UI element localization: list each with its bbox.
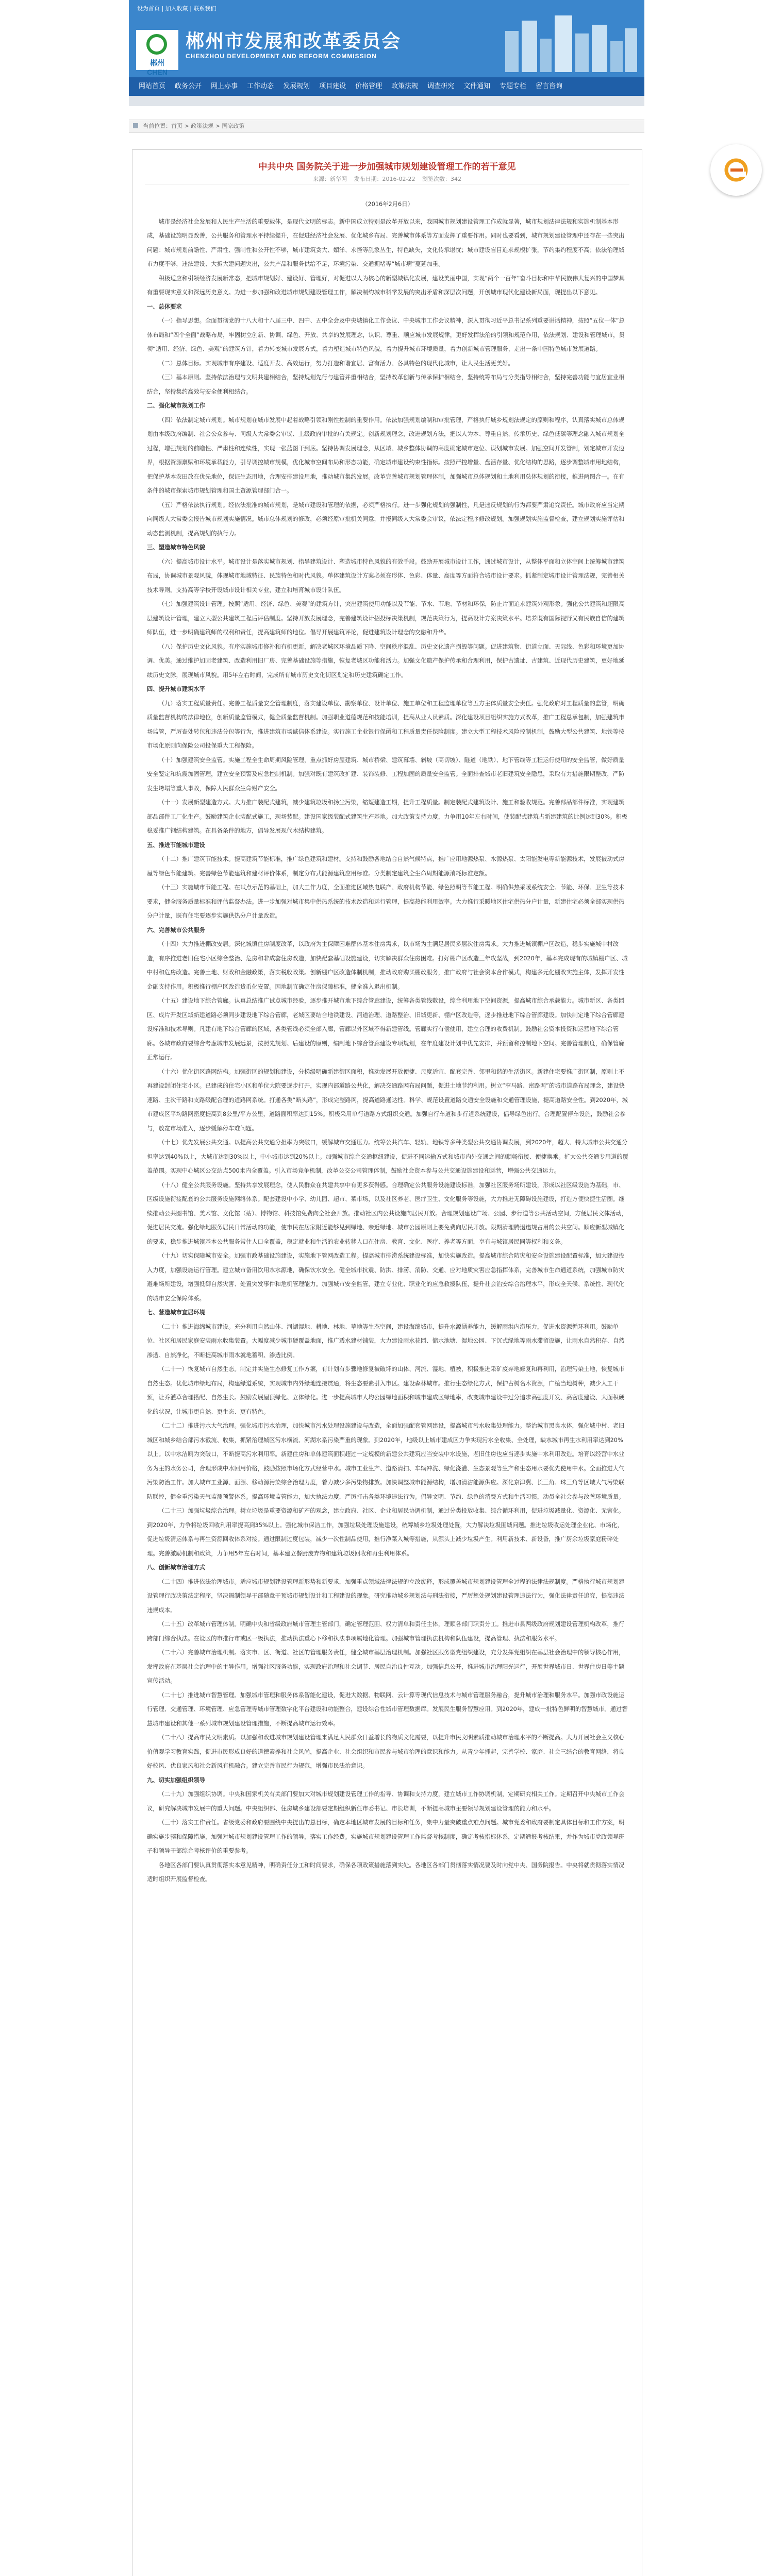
article-paragraph: 六、完善城市公共服务	[147, 926, 205, 934]
article-paragraph: （五）严格依法执行规划。经依法批准的城市规划，是城市建设和管理的依据，必须严格执行。进一步强化规划的强制性，凡是违反规划的行为都要严肃追究责任。城市政府应当定期向同级人大常委会报告城市规划实施情况。城市总体规划的修改，必须经原审批机关同意，并报同级人大常委会审议，依法定程序修改规划。加强规划实施监督检查，建立规划实施评估和动态监测机制，提高规划的执行力。	[147, 501, 625, 537]
article-date-line: （2016年2月6日）	[362, 201, 413, 208]
article-paragraph: （四）依法制定城市规划。城市规划在城市发展中起着战略引领和刚性控制的重要作用。依法加强规划编制和审批管理，严格执行城乡规划法规定的原则和程序，认真落实城市总体规划由本级政府编制、社会公众参与、同级人大常委会审议、上级政府审批的有关规定。创新规划理念，改进规划方法，把以人为本、尊重自然、传承历史、绿色低碳等理念融入城市规划全过程，增强规划的前瞻性、严肃性和连续性，实现一张蓝图干到底。坚持协调发展理念，从区域、城乡整体协调的高度确定城市定位、谋划城市发展。加强空间开发管制，划定城市开发边界，根据资源禀赋和环境承载能力，引导调控城市规模，优化城市空间布局和形态功能，确定城市建设约束性指标。按照严控增量、盘活存量、优化结构的思路，逐步调整城市用地结构，把保护基本农田放在优先地位，保证生态用地，合理安排建设用地，推动城市集约发展。改革完善城市规划管理体制，加强城市总体规划和土地利用总体规划的衔接，推进两图合一。在有条件的城市探索城市规划管理和国土资源管理部门合一。	[147, 416, 625, 494]
site-subtitle: CHENZHOU DEVELOPMENT AND REFORM COMMISSION	[186, 53, 377, 60]
sub-nav-bar	[129, 96, 644, 106]
article-paragraph: （十九）切实保障城市安全。加强市政基础设施建设，实施地下管网改造工程。提高城市排涝系统建设标准，加快实施改造。提高城市综合防灾和安全设施建设配置标准，加大建设投入力度，加强设施运行管理。建立城市备用饮用水水源地，确保饮水安全。健全城市抗震、防洪、排涝、消防、交通、应对地质灾害应急指挥体系，完善城市生命通道系统，加强城市防灾避难场所建设，增强抵御自然灾害、处置突发事件和危机管理能力。加强城市安全监管，建立专业化、职业化的应急救援队伍，提升社会治安综合治理水平，形成全天候、系统性、现代化的城市安全保障体系。	[147, 1252, 625, 1302]
nav-item-home[interactable]: 网站首页	[139, 82, 166, 90]
article-paragraph: （十八）健全公共服务设施。坚持共享发展理念，使人民群众在共建共享中有更多获得感。合理确定公共服务设施建设标准，加强社区服务场所建设，形成以社区级设施为基础，市、区级设施衔接配套的公共服务设施网络体系。配套建设中小学、幼儿园、超市、菜市场，以及社区养老、医疗卫生、文化服务等设施，大力推进无障碍设施建设，打造方便快捷生活圈。继续推动公共图书馆、美术馆、文化馆（站）、博物馆、科技馆免费向全社会开放。推动社区内公共设施向居民开放。合理规划建设广场、公园、步行道等公共活动空间，方便居民文体活动，促进居民交流。强化绿地服务居民日常活动的功能，使市民在居家附近能够见到绿地、亲近绿地。城市公园原则上要免费向居民开放。限期清理腾退违规占用的公共空间。顺应新型城镇化的要求，稳步推进城镇基本公共服务常住人口全覆盖，稳定就业和生活的农业转移人口在住房、教育、文化、医疗、养老等方面，享有与城镇居民同等权利和义务。	[147, 1181, 627, 1245]
site-title: 郴州市发展和改革委员会	[186, 31, 402, 52]
article-paragraph: （十六）优化街区路网结构。加强街区的规划和建设，分梯级明确新建街区面积，推动发展开放便捷、尺度适宜、配套完善、邻里和谐的生活街区。新建住宅要推广街区制，原则上不再建设封闭住宅小区。已建成的住宅小区和单位大院要逐步打开，实现内部道路公共化，解决交通路网布局问题，促进土地节约利用。树立“窄马路、密路网”的城市道路布局理念，建设快速路、主次干路和支路级配合理的道路网系统。打通各类“断头路”，形成完整路网，提高道路通达性。科学、规范设置道路交通安全设施和交通管理设施，提高道路安全性。到2020年，城市建成区平均路网密度提高到8公里/平方公里，道路面积率达到15%。积极采用单行道路方式组织交通。加强自行车道和步行道系统建设，倡导绿色出行。合理配置停车设施，鼓励社会参与，放宽市场准入，逐步缓解停车难问题。	[147, 1068, 628, 1132]
article-paragraph: （九）落实工程质量责任。完善工程质量安全管理制度，落实建设单位、勘察单位、设计单位、施工单位和工程监理单位等五方主体质量安全责任。强化政府对工程质量的监管，明确质量监督机构的法律地位，创新质量监管模式，健全质量监督机制。加强职业道德规范和技能培训，提高从业人员素质。深化建设项目组织实施方式改革，推广工程总承包制，加强建筑市场监管，严厉查处转包和违法分包等行为，推进建筑市场诚信体系建设。实行施工企业银行保函和工程质量责任保险制度。建立大型工程技术风险控制机制，鼓励大型公共建筑、地铁等按市场化原则向保险公司投保重大工程保险。	[147, 700, 625, 749]
article-paragraph: （三）基本原则。坚持依法治理与文明共建相结合，坚持规划先行与建管并重相结合，坚持改革创新与传承保护相结合，坚持统筹布局与分类指导相结合，坚持完善功能与宜居宜业相结合，坚持集约高效与安全便利相结合。	[147, 374, 625, 395]
article-paragraph: （二十一）恢复城市自然生态。制定并实施生态修复工作方案，有计划有步骤地修复被破坏的山体、河流、湿地、植被，积极推进采矿废弃地修复和再利用，治理污染土地，恢复城市自然生态。优化城市绿地布局，构建绿道系统，实现城市内外绿地连接贯通，将生态要素引入市区。建设森林城市。推行生态绿化方式，保护古树名木资源，广植当地树种，减少人工干预，让乔灌草合理搭配、自然生长。鼓励发展屋顶绿化、立体绿化。进一步提高城市人均公园绿地面积和城市建成区绿地率，改变城市建设中过分追求高强度开发、高密度建设、大面积硬化的状况，让城市更自然、更生态、更有特色。	[147, 1366, 625, 1415]
article-paragraph: 八、创新城市治理方式	[147, 1564, 205, 1571]
floating-browser-button[interactable]	[710, 144, 762, 196]
nav-item-projects[interactable]: 项目建设	[319, 82, 346, 90]
home-icon	[133, 123, 138, 128]
nav-item-research[interactable]: 调查研究	[427, 82, 455, 90]
article-frame	[132, 149, 642, 2576]
article-paragraph: （二十六）完善城市治理机制。落实市、区、街道、社区的管理服务责任，健全城市基层治理机制。加强社区服务型党组织建设，充分发挥党组织在基层社会治理中的领导核心作用，发挥政府在基层社会治理中的主导作用。增强社区服务功能，实现政府治理和社会调节、居民自治良性互动。加强信息公开，推进城市治理阳光运行，开展世界城市日、世界住房日等主题宣传活动。	[147, 1649, 625, 1684]
article-paragraph: 城市是经济社会发展和人民生产生活的重要载体，是现代文明的标志。新中国成立特别是改革开放以来，我国城市规划建设管理工作成就显著，城市规划法律法规和实施机制基本形成，基础设施明显改善，公共服务和管理水平持续提升，在促进经济社会发展、优化城乡布局、完善城市体系等方面发挥了重要作用。同时也要看到，城市规划建设管理中还存在一些突出问题：城市规划前瞻性、严肃性、强制性和公开性不够，城市建筑贪大、媚洋、求怪等乱象丛生，特色缺失，文化传承堪忧；城市建设盲目追求规模扩张，节约集约程度不高；依法治理城市力度不够，违法建设、大拆大建问题突出，公共产品和服务供给不足，环境污染、交通拥堵等“城市病”蔓延加重。	[147, 218, 625, 267]
article-paragraph: （十一）发展新型建造方式。大力推广装配式建筑，减少建筑垃圾和扬尘污染，缩短建造工期，提升工程质量。制定装配式建筑设计、施工和验收规范。完善部品部件标准，实现建筑部品部件工厂化生产。鼓励建筑企业装配式施工，现场装配。建设国家级装配式建筑生产基地。加大政策支持力度，力争用10年左右时间，使装配式建筑占新建建筑的比例达到30%。积极稳妥推广钢结构建筑。在具备条件的地方，倡导发展现代木结构建筑。	[147, 799, 627, 834]
article-paragraph: （十五）建设地下综合管廊。认真总结推广试点城市经验，逐步推开城市地下综合管廊建设，统筹各类管线敷设，综合利用地下空间资源，提高城市综合承载能力。城市新区、各类园区、成片开发区域新建道路必须同步建设地下综合管廊，老城区要结合地铁建设、河道治理、道路整治、旧城更新、棚户区改造等，逐步推进地下综合管廊建设。加快制定地下综合管廊建设标准和技术导则。凡建有地下综合管廊的区域，各类管线必须全部入廊，管廊以外区域不得新建管线。管廊实行有偿使用，建立合理的收费机制。鼓励社会资本投资和运营地下综合管廊。各城市政府要综合考虑城市发展远景，按照先规划、后建设的原则，编制地下综合管廊建设专项规划，在年度建设计划中优先安排，并预留和控制地下空间。完善管理制度，确保管廊正常运行。	[147, 997, 625, 1061]
nav-item-government-affairs[interactable]: 政务公开	[175, 82, 202, 90]
article-views: 浏览次数：342	[422, 176, 461, 182]
nav-item-policies[interactable]: 政策法规	[391, 82, 419, 90]
nav-item-online-services[interactable]: 网上办事	[211, 82, 238, 90]
nav-item-planning[interactable]: 发展规划	[283, 82, 310, 90]
article-paragraph: （三十）落实工作责任。省级党委和政府要围绕中央提出的总目标，确定本地区城市发展的目标和任务，集中力量突破重点难点问题。城市党委和政府要制定具体目标和工作方案，明确实施步骤和保障措施，加强对城市规划建设管理工作的领导，落实工作经费。实施城市规划建设管理工作监督考核制度，确定考核指标体系，定期通报考核结果，并作为城市党政领导班子和领导干部综合考核评价的重要参考。	[147, 1819, 625, 1854]
article-title: 中共中央 国务院关于进一步加强城市规划建设管理工作的若干意见	[258, 162, 516, 172]
article-paragraph: 四、提升城市建筑水平	[147, 686, 205, 692]
top-links[interactable]: 设为首页 | 加入收藏 | 联系我们	[137, 5, 217, 12]
nav-item-notices[interactable]: 文件通知	[463, 82, 491, 90]
article-paragraph: （二十八）提高市民文明素质。以加强和改进城市规划建设管理来满足人民群众日益增长的物质文化需要，以提升市民文明素质推动城市治理水平的不断提高。大力开展社会主义核心价值观学习教育实践，促进市民形成良好的道德素养和社会风尚，提高企业、社会组织和市民参与城市治理的意识和能力。从青少年抓起，完善学校、家庭、社会三结合的教育网络，将良好校风、优良家风和社会新风有机融合。建立完善市民行为规范，增强市民法治意识。	[147, 1734, 625, 1769]
article-paragraph: 二、强化城市规划工作	[147, 402, 205, 409]
browser-e-icon	[723, 157, 749, 183]
article-paragraph: （二十二）推进污水大气治理。强化城市污水治理，加快城市污水处理设施建设与改造，全面加强配套管网建设，提高城市污水收集处理能力。整治城市黑臭水体，强化城中村、老旧城区和城乡结合部污水截流、收集，抓紧治理城区污水横流、河湖水系污染严重的现象。到2020年，地级以上城市建成区力争实现污水全收集、全处理，缺水城市再生水利用率达到20%以上。以中水洁厕为突破口，不断提高污水利用率。新建住房和单体建筑面积超过一定规模的新建公共建筑应当安装中水设施，老旧住房也应当逐步实施中水利用改造。培育以经营中水业务为主的水务公司，合理形成中水回用价格，鼓励按照市场化方式经营中水。城市工业生产、道路清扫、车辆冲洗、绿化浇灌、生态景观等生产和生态用水要优先使用中水。全面推进大气污染防治工作。加大城市工业源、面源、移动源污染综合治理力度，着力减少多污染物排放。加快调整城市能源结构，增加清洁能源供应。深化京津冀、长三角、珠三角等区域大气污染联防联控，健全重污染天气监测预警体系。提高环境监管能力，加大执法力度，严厉打击各类环境违法行为。倡导文明、节约、绿色的消费方式和生活习惯，动员全社会参与改善环境质量。	[147, 1422, 625, 1500]
article-paragraph: （十七）优先发展公共交通。以提高公共交通分担率为突破口，缓解城市交通压力。统筹公共汽车、轻轨、地铁等多种类型公共交通协调发展，到2020年，超大、特大城市公共交通分担率达到40%以上，大城市达到30%以上，中小城市达到20%以上。加强城市综合交通枢纽建设，促进不同运输方式和城市内外交通之间的顺畅衔接、便捷换乘。扩大公共交通专用道的覆盖范围。实现中心城区公交站点500米内全覆盖。引入市场竞争机制，改革公交公司管理体制，鼓励社会资本参与公共交通设施建设和运营，增强公共交通运力。	[147, 1139, 628, 1174]
article-paragraph: 九、切实加强组织领导	[147, 1776, 205, 1784]
article-body	[147, 197, 628, 1887]
article-source: 来源：新华网	[313, 176, 347, 182]
site-logo[interactable]	[136, 30, 178, 76]
article-paragraph: 五、推进节能城市建设	[147, 841, 205, 849]
header-banner	[129, 0, 644, 77]
article-paragraphs	[147, 215, 628, 1887]
nav-item-topics[interactable]: 专题专栏	[500, 82, 527, 90]
article-paragraph: （十四）大力推进棚改安居。深化城镇住房制度改革，以政府为主保障困难群体基本住房需求，以市场为主满足居民多层次住房需求。大力推进城镇棚户区改造，稳步实施城中村改造，有序推进老旧住宅小区综合整治、危房和非成套住房改造，加快配套基础设施建设，切实解决群众住房困难。打好棚户区改造三年攻坚战，到2020年，基本完成现有的城镇棚户区、城中村和危房改造。完善土地、财政和金融政策，落实税收政策。创新棚户区改造体制机制，推动政府购买棚改服务，推广政府与社会资本合作模式，构建多元化棚改实施主体，发挥开发性金融支持作用。积极推行棚户区改造货币化安置。因地制宜确定住房保障标准，健全准入退出机制。	[147, 941, 628, 990]
nav-item-pricing[interactable]: 价格管理	[355, 82, 382, 90]
article-paragraph: （八）保护历史文化风貌。有序实施城市修补和有机更新，解决老城区环境品质下降、空间秩序混乱、历史文化遗产损毁等问题。促进建筑物、街道立面、天际线、色彩和环境更加协调、优美。通过维护加固老建筑、改造利用旧厂房、完善基础设施等措施，恢复老城区功能和活力。加强文化遗产保护传承和合理利用，保护古遗址、古建筑、近现代历史建筑，更好地延续历史文脉，展现城市风貌。用5年左右时间，完成所有城市历史文化街区划定和历史建筑确定工作。	[147, 643, 625, 679]
article-paragraph: （六）提高城市设计水平。城市设计是落实城市规划、指导建筑设计、塑造城市特色风貌的有效手段。鼓励开展城市设计工作，通过城市设计，从整体平面和立体空间上统筹城市建筑布局，协调城市景观风貌，体现城市地域特征、民族特色和时代风貌。单体建筑设计方案必须在形体、色彩、体量、高度等方面符合城市设计要求。抓紧制定城市设计管理法规，完善相关技术导则。支持高等学校开设城市设计相关专业，建立和培育城市设计队伍。	[147, 558, 625, 594]
main-nav	[129, 77, 644, 96]
logo-text: 郴州CHEN	[147, 59, 168, 76]
article-date: 发布日期：2016-02-22	[354, 176, 415, 182]
article-paragraph: 三、塑造城市特色风貌	[147, 544, 205, 551]
article-meta	[132, 175, 642, 183]
article-paragraph: （二十七）推进城市智慧管理。加强城市管理和服务体系智能化建设，促进大数据、物联网、云计算等现代信息技术与城市管理服务融合，提升城市治理和服务水平。加强市政设施运行管理、交通管理、环境管理、应急管理等城市管理数字化平台建设和功能整合，建设综合性城市管理数据库。发展民生服务智慧应用。到2020年，建成一批特色鲜明的智慧城市。通过智慧城市建设和其他一系列城市规划建设管理措施，不断提高城市运行效率。	[147, 1691, 628, 1727]
article-paragraph: 一、总体要求	[147, 303, 182, 310]
article-paragraph: （十三）实施城市节能工程。在试点示范的基础上，加大工作力度，全面推进区域热电联产、政府机构节能、绿色照明等节能工程。明确供热采暖系统安全、节能、环保、卫生等技术要求，健全服务质量标准和评估监督办法。进一步加强对城市集中供热系统的技术改造和运行管理，提高热能利用效率。大力推行采暖地区住宅供热分户计量，新建住宅必须全部实现供热分户计量，既有住宅要逐步实施供热分户计量改造。	[147, 884, 625, 919]
article-paragraph: （二十四）推进依法治理城市。适应城市规划建设管理新形势和新要求，加强重点领域法律法规的立改废释，形成覆盖城市规划建设管理全过程的法律法规制度。严格执行城市规划建设管理行政决策法定程序，坚决遏制领导干部随意干预城市规划设计和工程建设的现象。研究推动城乡规划法与刑法衔接，严厉惩处规划建设管理违法行为，强化法律责任追究，提高违法违规成本。	[147, 1578, 625, 1614]
nav-item-messages[interactable]: 留言咨询	[536, 82, 563, 90]
article-paragraph: 积极适应和引领经济发展新常态，把城市规划好、建设好、管理好，对促进以人为核心的新型城镇化发展，建设美丽中国，实现“两个一百年”奋斗目标和中华民族伟大复兴的中国梦具有重要现实意义和深远历史意义。为进一步加强和改进城市规划建设管理工作，解决制约城市科学发展的突出矛盾和深层次问题，开创城市现代化建设新局面，现提出以下意见。	[147, 275, 625, 296]
article-paragraph: （二）总体目标。实现城市有序建设、适度开发、高效运行，努力打造和谐宜居、富有活力、各具特色的现代化城市，让人民生活更美好。	[158, 360, 514, 367]
article-paragraph: （二十五）改革城市管理体制。明确中央和省级政府城市管理主管部门，确定管理范围、权力清单和责任主体，理顺各部门职责分工。推进市县两级政府规划建设管理机构改革，推行跨部门综合执法。在设区的市推行市或区一级执法，推动执法重心下移和执法事项属地化管理。加强城市管理执法机构和队伍建设，提高管理、执法和服务水平。	[147, 1621, 625, 1642]
article-paragraph: （七）加强建筑设计管理。按照“适用、经济、绿色、美观”的建筑方针，突出建筑使用功能以及节能、节水、节地、节材和环保，防止片面追求建筑外观形象。强化公共建筑和超限高层建筑设计管理，建立大型公共建筑工程后评估制度。坚持开放发展理念，完善建筑设计招投标决策机制，规范决策行为，提高设计方案决策水平。培养既有国际视野又有民族自信的建筑师队伍，进一步明确建筑师的权利和责任，提高建筑师的地位。倡导开展建筑评论，促进建筑设计理念的交融和升华。	[147, 601, 625, 636]
logo-emblem-icon	[146, 34, 167, 55]
breadcrumb[interactable]: 当前位置：首页 > 政策法规 > 国家政策	[143, 123, 245, 129]
article-paragraph: （二十九）加强组织协调。中央和国家机关有关部门要加大对城市规划建设管理工作的指导、协调和支持力度，建立城市工作协调机制，定期研究相关工作。定期召开中央城市工作会议，研究解决城市发展中的重大问题。中央组织部、住房城乡建设部要定期组织新任市委书记、市长培训，不断提高城市主要领导规划建设管理的能力和水平。	[147, 1791, 625, 1812]
article-paragraph: 各地区各部门要认真贯彻落实本意见精神，明确责任分工和时间要求，确保各项政策措施落到实处。各地区各部门贯彻落实情况要及时向党中央、国务院报告。中央将就贯彻落实情况适时组织开展监督检查。	[147, 1861, 625, 1883]
article-paragraph: （十）加强建筑安全监管。实施工程全生命周期风险管理，重点抓好房屋建筑、城市桥梁、建筑幕墙、斜坡（高切坡）、隧道（地铁）、地下管线等工程运行使用的安全监管，做好质量安全鉴定和抗震加固管理，建立安全预警及应急控制机制。加强对既有建筑改扩建、装饰装修、工程加固的质量安全监管。全面排查城市老旧建筑安全隐患，采取有力措施限期整改，严防发生垮塌等重大事故，保障人民群众生命财产安全。	[147, 756, 625, 792]
article-paragraph: （二十三）加强垃圾综合治理。树立垃圾是重要资源和矿产的观念，建立政府、社区、企业和居民协调机制，通过分类投放收集、综合循环利用，促进垃圾减量化、资源化、无害化。到2020年，力争将垃圾回收利用率提高到35%以上。强化城市保洁工作，加强垃圾处理设施建设，统筹城乡垃圾处理处置，大力解决垃圾围城问题。推进垃圾收运处理企业化、市场化，促进垃圾清运体系与再生资源回收体系对接。通过限制过度包装，减少一次性制品使用，推行净菜入城等措施，从源头上减少垃圾产生。利用新技术、新设备，推广厨余垃圾家庭粉碎处理。完善激励机制和政策，力争用5年左右时间，基本建立餐厨废弃物和建筑垃圾回收和再生利用体系。	[147, 1507, 625, 1557]
article-paragraph: 七、营造城市宜居环境	[147, 1309, 205, 1316]
article-paragraph: （一）指导思想。全面贯彻党的十八大和十八届三中、四中、五中全会及中央城镇化工作会议、中央城市工作会议精神，深入贯彻习近平总书记系列重要讲话精神，按照“五位一体”总体布局和“四个全面”战略布局，牢固树立创新、协调、绿色、开放、共享的发展理念，认识、尊重、顺应城市发展规律，更好发挥法治的引领和规范作用，依法规划、建设和管理城市，贯彻“适用、经济、绿色、美观”的建筑方针，着力转变城市发展方式，着力塑造城市特色风貌，着力提升城市环境质量，着力创新城市管理服务，走出一条中国特色城市发展道路。	[147, 317, 625, 352]
article-paragraph: （二十）推进海绵城市建设。充分利用自然山体、河湖湿地、耕地、林地、草地等生态空间，建设海绵城市，提升水源涵养能力，缓解雨洪内涝压力，促进水资源循环利用。鼓励单位、社区和居民家庭安装雨水收集装置。大幅度减少城市硬覆盖地面，推广透水建材铺装，大力建设雨水花园、储水池塘、湿地公园、下沉式绿地等雨水滞留设施，让雨水自然积存、自然渗透、自然净化，不断提高城市雨水就地蓄积、渗透比例。	[147, 1323, 625, 1359]
breadcrumb-bar	[129, 120, 644, 133]
skyline-illustration	[500, 10, 639, 72]
article-paragraph: （十二）推广建筑节能技术。提高建筑节能标准，推广绿色建筑和建材。支持和鼓励各地结合自然气候特点，推广应用地源热泵、水源热泵、太阳能发电等新能源技术，发展被动式房屋等绿色节能建筑。完善绿色节能建筑和建材评价体系，制定分布式能源建筑应用标准。分类制定建筑全生命周期能源消耗标准定额。	[147, 856, 625, 877]
nav-item-work-news[interactable]: 工作动态	[247, 82, 274, 90]
